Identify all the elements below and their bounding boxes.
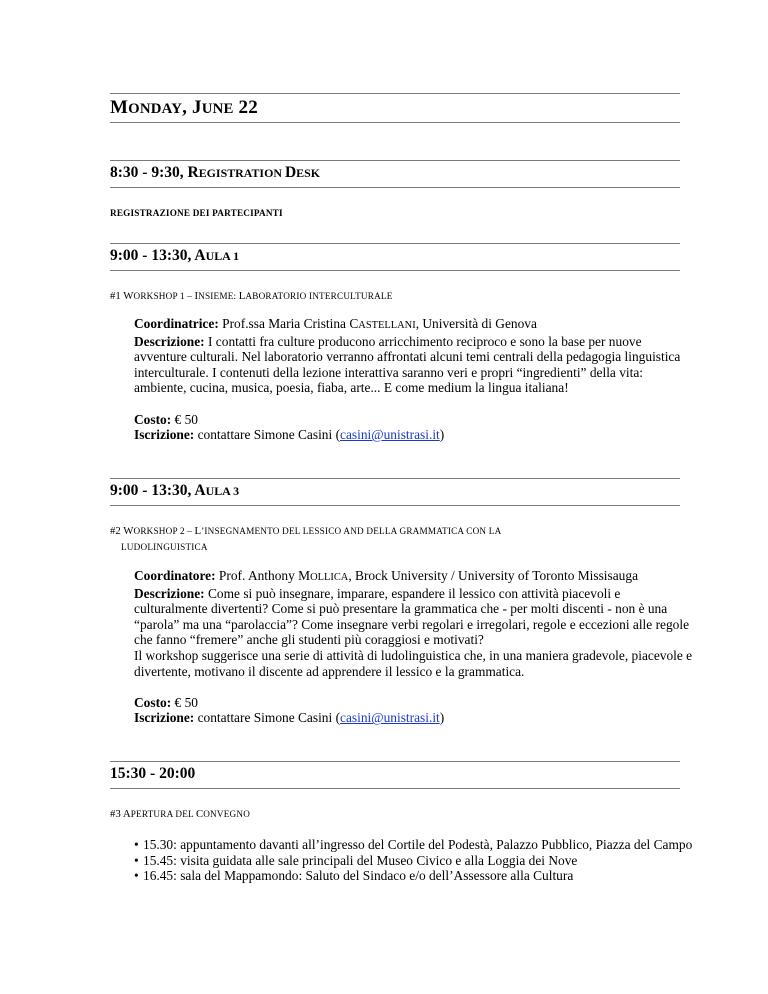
- event-details: [134, 316, 694, 443]
- bullet-icon: •: [134, 868, 139, 884]
- event-title: #3 APERTURA DEL CONVEGNO: [110, 808, 251, 820]
- rule: [110, 478, 680, 479]
- rule: [110, 243, 680, 244]
- rule: [110, 187, 680, 188]
- event-title: #2 WORKSHOP 2 – L’INSEGNAMENTO DEL LESSICO AND DELLA GRAMMATICA CON LA: [110, 525, 502, 537]
- section-heading: 9:00 - 13:30, AULA 3: [110, 482, 240, 499]
- email-link[interactable]: casini@unistrasi.it: [340, 710, 440, 726]
- event-title: REGISTRAZIONE DEI PARTECIPANTI: [110, 208, 283, 218]
- list-item: • 16.45: sala del Mappamondo: Saluto del Sindaco e/o dell’Assessore alla Cultura: [134, 868, 574, 884]
- rule: [110, 160, 680, 161]
- description: Descrizione: Come si può insegnare, imparare, espandere il lessico con attività piacevoli e culturalmente divertenti? Come si può presentare la grammatica che - per molti discenti - non è una “parola” ma una “parolaccia”? Come insegnare verbi regolari e irregolari, regole e eccezioni alle regole che fanno “fremere” anche gli studenti più coraggiosi e motivati?: [134, 585, 690, 648]
- section-heading: 15:30 - 20:00: [110, 765, 196, 782]
- coordinator-line: Coordinatore: Prof. Anthony MOLLICA, Brock University / University of Toronto Missisauga: [134, 568, 639, 583]
- section-heading: 8:30 - 9:30, REGISTRATION DESK: [110, 164, 321, 181]
- rule: [110, 93, 680, 94]
- bullet-icon: •: [134, 852, 139, 868]
- section-heading: 9:00 - 13:30, AULA 1: [110, 247, 240, 264]
- event-title: #1 WORKSHOP 1 – INSIEME: LABORATORIO INTERCULTURALE: [110, 290, 393, 302]
- registration-line: Iscrizione: contattare Simone Casini (casini@unistrasi.it): [134, 710, 445, 726]
- list-item: • 15.45: visita guidata alle sale principali del Museo Civico e alla Loggia dei Nove: [134, 852, 578, 868]
- bullet-icon: •: [134, 837, 139, 852]
- coordinator-line: Coordinatrice: Prof.ssa Maria Cristina CASTELLANI, Università di Genova: [134, 316, 537, 331]
- description-cont: Il workshop suggerisce una serie di attività di ludolinguistica che, in una maniera gradevole, piacevole e divertente, motivano il discente ad apprendere il lessico e la grammatica.: [134, 647, 693, 679]
- rule: [110, 505, 680, 506]
- rule: [110, 122, 680, 123]
- rule: [110, 270, 680, 271]
- day-heading: MONDAY, JUNE 22: [110, 97, 258, 118]
- registration-line: Iscrizione: contattare Simone Casini (casini@unistrasi.it): [134, 427, 445, 443]
- cost-line: Costo: € 50: [134, 694, 198, 710]
- email-link[interactable]: casini@unistrasi.it: [340, 427, 440, 443]
- cost-line: Costo: € 50: [134, 411, 198, 427]
- list-item: • 15.30: appuntamento davanti all’ingresso del Cortile del Podestà, Palazzo Pubblico, Piazza del Campo: [134, 837, 693, 852]
- rule: [110, 788, 680, 789]
- description: Descrizione: I contatti fra culture producono arricchimento reciproco e sono la base per nuove avventure culturali. Nel laboratorio verranno affrontati alcuni temi centrali della pedagogia linguistica interculturale. I contenuti della lezione interattiva saranno veri e propri “ingredienti” della vita: ambiente, cucina, musica, poesia, fiaba, arte... E come medium la lingua italiana!: [134, 333, 681, 396]
- schedule-list: [134, 837, 694, 884]
- rule: [110, 761, 680, 762]
- event-details: [134, 568, 694, 726]
- event-title-cont: LUDOLINGUISTICA: [121, 542, 208, 552]
